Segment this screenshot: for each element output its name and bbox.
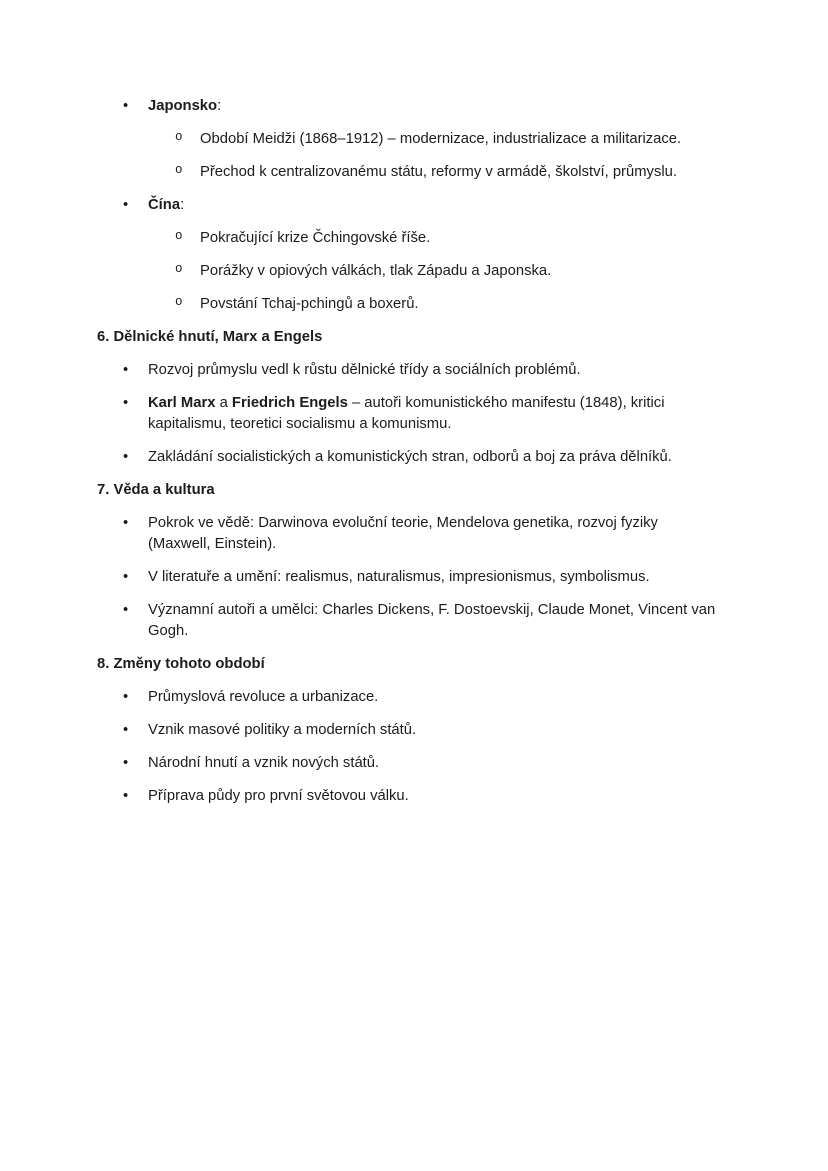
- text-run: Porážky v opiových válkách, tlak Západu a Japonska.: [200, 263, 552, 279]
- list-item: [97, 687, 721, 708]
- list-item-text: [148, 96, 721, 117]
- list-item-text: [148, 567, 721, 588]
- list-item-text: [200, 261, 721, 282]
- bullet-marker: •: [123, 602, 129, 618]
- list-item-text: [148, 360, 721, 381]
- text-run: Povstání Tchaj-pchingů a boxerů.: [200, 296, 419, 312]
- text-run: Pokračující krize Čchingovské říše.: [200, 230, 431, 246]
- list-item: [97, 393, 721, 435]
- circle-bullet-marker: o: [175, 262, 183, 276]
- bullet-marker: •: [123, 788, 129, 804]
- circle-bullet-marker: o: [175, 295, 183, 309]
- circle-bullet-marker: o: [175, 163, 183, 177]
- list-item-text: [148, 687, 721, 708]
- text-run: Významní autoři a umělci: Charles Dickens, F. Dostoevskij, Claude Monet, Vincent van Gogh.: [148, 602, 716, 639]
- text-run: Vznik masové politiky a moderních států.: [148, 722, 417, 738]
- text-run: Národní hnutí a vznik nových států.: [148, 755, 380, 771]
- text-run: – autoři komunistického manifestu (1848), kritici kapitalismu, teoretici socialismu a komunismu.: [148, 395, 665, 432]
- text-run: a: [215, 395, 232, 411]
- section-heading: 7. Věda a kultura: [97, 482, 215, 498]
- bullet-marker: •: [123, 515, 129, 531]
- circle-bullet-marker: o: [175, 130, 183, 144]
- text-run: :: [217, 98, 222, 114]
- list-item-text: [148, 195, 721, 216]
- bullet-marker: •: [123, 362, 129, 378]
- list-item: [97, 360, 721, 381]
- text-run: Rozvoj průmyslu vedl k růstu dělnické třídy a sociálních problémů.: [148, 362, 581, 378]
- text-run: V literatuře a umění: realismus, naturalismus, impresionismus, symbolismus.: [148, 569, 650, 585]
- list-item-text: [200, 228, 721, 249]
- list-item: [97, 195, 721, 216]
- bold-text-run: Čína: [148, 197, 181, 213]
- circle-bullet-marker: o: [175, 229, 183, 243]
- list-item-text: [200, 294, 721, 315]
- list-item-text: [200, 129, 721, 150]
- section-heading: 8. Změny tohoto období: [97, 656, 265, 672]
- bold-text-run: Japonsko: [148, 98, 218, 114]
- list-item: [97, 261, 721, 282]
- bullet-marker: •: [123, 98, 129, 114]
- bullet-marker: •: [123, 689, 129, 705]
- text-run: Přechod k centralizovanému státu, reformy v armádě, školství, průmyslu.: [200, 164, 677, 180]
- text-run: Příprava půdy pro první světovou válku.: [148, 788, 409, 804]
- section-heading: 6. Dělnické hnutí, Marx a Engels: [97, 329, 323, 345]
- list-item: [97, 513, 721, 555]
- list-item-text: [148, 513, 721, 555]
- list-item-text: [148, 393, 721, 435]
- list-item: [97, 720, 721, 741]
- text-run: Období Meidži (1868–1912) – modernizace, industrializace a militarizace.: [200, 131, 682, 147]
- bullet-marker: •: [123, 569, 129, 585]
- list-item-text: [148, 786, 721, 807]
- bold-text-run: Friedrich Engels: [231, 395, 348, 411]
- document-content: [97, 96, 721, 819]
- list-item: [97, 162, 721, 183]
- list-item: [97, 567, 721, 588]
- text-run: Pokrok ve vědě: Darwinova evoluční teorie, Mendelova genetika, rozvoj fyziky (Maxwell, Einstein).: [148, 515, 658, 552]
- list-item-text: [148, 600, 721, 642]
- bullet-marker: •: [123, 722, 129, 738]
- list-item: [97, 447, 721, 468]
- list-item-text: [200, 162, 721, 183]
- bullet-marker: •: [123, 395, 129, 411]
- list-item-text: [148, 720, 721, 741]
- text-run: Průmyslová revoluce a urbanizace.: [148, 689, 379, 705]
- list-item: [97, 753, 721, 774]
- list-item: [97, 786, 721, 807]
- list-item: [97, 228, 721, 249]
- list-item-text: [148, 447, 721, 468]
- bullet-marker: •: [123, 755, 129, 771]
- text-run: :: [180, 197, 185, 213]
- bullet-marker: •: [123, 449, 129, 465]
- list-item: [97, 294, 721, 315]
- bullet-marker: •: [123, 197, 129, 213]
- text-run: Zakládání socialistických a komunistických stran, odborů a boj za práva dělníků.: [148, 449, 672, 465]
- list-item: [97, 600, 721, 642]
- list-item-text: [148, 753, 721, 774]
- list-item: [97, 96, 721, 117]
- bold-text-run: Karl Marx: [148, 395, 216, 411]
- list-item: [97, 129, 721, 150]
